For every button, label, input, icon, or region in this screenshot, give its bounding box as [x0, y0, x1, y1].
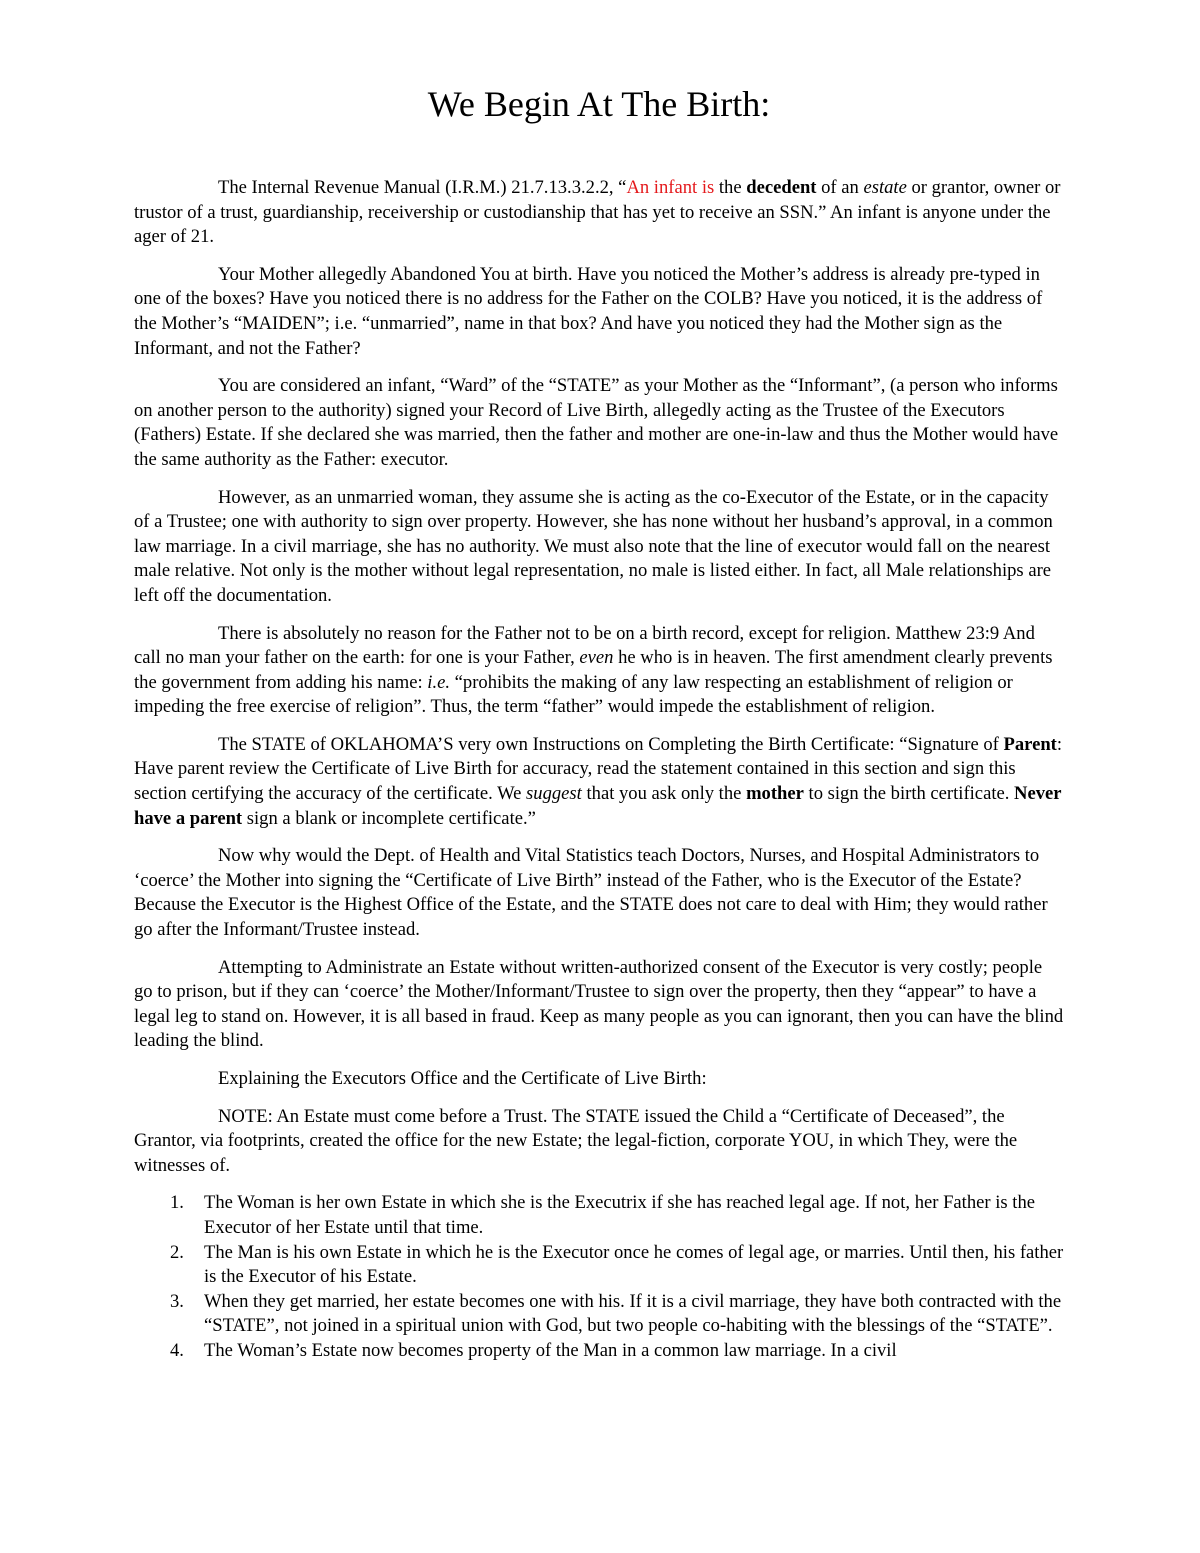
bold-text: Parent: [1003, 733, 1057, 755]
paragraph-abandoned: Your Mother allegedly Abandoned You at birth. Have you noticed the Mother’s address is already pre-typed in one of the boxes? Have you noticed there is no address for the Father on the COLB? Have you noticed, it is the address of the Mother’s “MAIDEN”; i.e. “unmarried”, name in that box? And have you noticed they had the Mother sign as the Informant, and not the Father?: [134, 263, 1043, 359]
list-item: [134, 1339, 1064, 1364]
text-run: “prohibits the making of any law respecting an establishment of religion or impeding the free exercise of religion”. Thus, the term “father” would impede the establishment of religion.: [134, 671, 1013, 718]
text-run: There is absolutely no reason for the Father not to be on a birth record, except for religion. Matthew 23:9 And call no man your father on the earth: for one is your Father,: [134, 622, 1035, 669]
list-text: The Woman is her own Estate in which she is the Executrix if she has reached legal age. If not, her Father is the Executor of her Estate until that time.: [204, 1192, 1035, 1238]
paragraph-note: NOTE: An Estate must come before a Trust. The STATE issued the Child a “Certificate of Deceased”, the Grantor, via footprints, created the office for the new Estate; the legal-fiction, corporate YOU, in which They, were the witnesses of.: [134, 1105, 1018, 1176]
list-item: [134, 1290, 1064, 1339]
paragraph-coerce: Now why would the Dept. of Health and Vital Statistics teach Doctors, Nurses, and Hospital Administrators to ‘coerce’ the Mother into signing the “Certificate of Live Birth” instead of the Father, who is the Executor of the Estate? Because the Executor is the Highest Office of the Estate, and the STATE does not care to deal with Him; they would rather go after the Informant/Trustee instead.: [134, 845, 1048, 941]
bold-text: decedent: [746, 177, 817, 198]
list-text: The Man is his own Estate in which he is the Executor once he comes of legal age, or marries. Until then, his father is the Executor of his Estate.: [204, 1241, 1064, 1288]
paragraph-explaining: Explaining the Executors Office and the Certificate of Live Birth:: [218, 1068, 707, 1089]
italic-text: estate: [863, 177, 907, 198]
text-run: : Have parent review the Certificate of Live Birth for accuracy, read the statement contained in this section and sign this section certifying the accuracy of the certificate. We: [134, 733, 1063, 805]
italic-text: i.e.: [427, 671, 451, 693]
list-number: 1.: [170, 1192, 184, 1214]
highlighted-text: An infant is: [626, 177, 715, 198]
list-number: 3.: [170, 1290, 184, 1312]
text-run: sign a blank or incomplete certificate.”: [242, 807, 536, 829]
text-run: to sign the birth certificate.: [803, 783, 1015, 805]
text-run: he who is in heaven. The first amendment clearly prevents the government from adding his name:: [134, 647, 1053, 693]
text-run: the: [714, 177, 747, 198]
bold-text: Never have a parent: [134, 783, 1062, 829]
paragraph-oklahoma-instructions: [134, 733, 1064, 831]
bold-text: mother: [746, 783, 804, 805]
text-run: of an: [816, 177, 864, 198]
text-run: The STATE of OKLAHOMA’S very own Instructions on Completing the Birth Certificate: “Signature of: [218, 733, 1004, 755]
numbered-list: [134, 1191, 1064, 1363]
text-run: The Internal Revenue Manual (I.R.M.) 21.7.13.3.2.2, “: [218, 177, 627, 198]
list-text: The Woman’s Estate now becomes property of the Man in a common law marriage. In a civil: [204, 1339, 897, 1361]
list-text: When they get married, her estate becomes one with his. If it is a civil marriage, they have both contracted with the “STATE”, not joined in a spiritual union with God, but two people co-habiting with the blessings of the “STATE”.: [204, 1290, 1062, 1337]
list-number: 2.: [170, 1241, 184, 1263]
paragraph-infant-ward: You are considered an infant, “Ward” of the “STATE” as your Mother as the “Informant”, (a person who informs on another person to the authority) signed your Record of Live Birth, allegedly acting as the Trustee of the Executors (Fathers) Estate. If she declared she was married, then the father and mother are one-in-law and thus the Mother would have the same authority as the Father: executor.: [134, 375, 1059, 470]
italic-text: even: [579, 647, 614, 669]
text-run: or grantor, owner or trustor of a trust, guardianship, receivership or custodianship that has yet to receive an SSN.” An infant is anyone under the ager of 21.: [134, 177, 1061, 248]
paragraph-irm: [134, 176, 1064, 250]
list-number: 4.: [170, 1339, 184, 1361]
paragraph-religion: [134, 622, 1064, 720]
list-item: [134, 1241, 1064, 1290]
italic-text: suggest: [526, 783, 582, 805]
list-item: [134, 1191, 1064, 1240]
page-title: We Begin At The Birth:: [427, 84, 771, 124]
paragraph-administrate: Attempting to Administrate an Estate without written-authorized consent of the Executor is very costly; people go to prison, but if they can ‘coerce’ the Mother/Informant/Trustee to sign over the property, then they “appear” to have a legal leg to stand on. However, it is all based in fraud. Keep as many people as you can ignorant, then you can have the blind leading the blind.: [134, 956, 1064, 1052]
text-run: that you ask only the: [581, 783, 747, 805]
paragraph-unmarried-woman: However, as an unmarried woman, they assume she is acting as the co-Executor of the Estate, or in the capacity of a Trustee; one with authority to sign over property. However, she has none without her husband’s approval, in a common law marriage. In a civil marriage, she has no authority. We must also note that the line of executor would fall on the nearest male relative. Not only is the mother without legal representation, no male is listed either. In fact, all Male relationships are left off the documentation.: [134, 486, 1053, 606]
